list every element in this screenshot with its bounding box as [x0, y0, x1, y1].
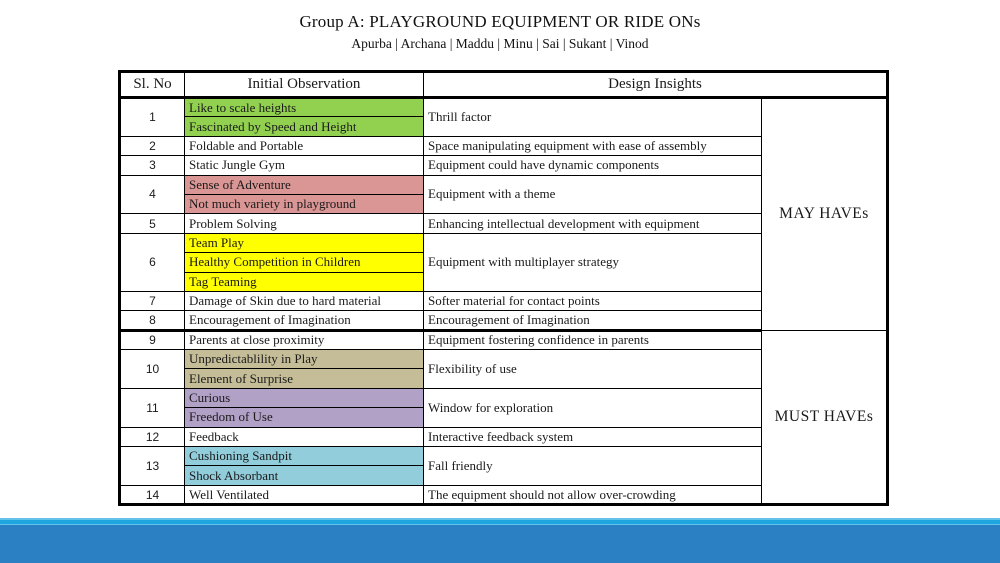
insight-cell: Flexibility of use — [424, 350, 762, 389]
row-number: 7 — [120, 291, 185, 310]
row-number: 8 — [120, 311, 185, 330]
table-body — [120, 98, 888, 505]
observation-cell: Problem Solving — [185, 214, 424, 233]
row-number: 11 — [120, 388, 185, 427]
footer-bar — [0, 525, 1000, 563]
table-row — [120, 98, 888, 117]
observation-cell: Parents at close proximity — [185, 330, 424, 349]
row-number: 9 — [120, 330, 185, 349]
insight-cell: Space manipulating equipment with ease of assembly — [424, 136, 762, 155]
row-number: 1 — [120, 98, 185, 137]
table-header-slno: Sl. No — [120, 72, 185, 98]
observation-cell: Unpredictablility in Play — [185, 350, 424, 369]
insight-cell: Equipment with multiplayer strategy — [424, 233, 762, 291]
observation-cell: Foldable and Portable — [185, 136, 424, 155]
footer-accent-stripe — [0, 518, 1000, 525]
slide-title: Group A: PLAYGROUND EQUIPMENT OR RIDE ONs — [299, 12, 701, 31]
observation-cell: Sense of Adventure — [185, 175, 424, 194]
table-header-observation: Initial Observation — [185, 72, 424, 98]
observation-cell: Curious — [185, 388, 424, 407]
observation-cell: Damage of Skin due to hard material — [185, 291, 424, 310]
table-header-row — [120, 72, 888, 98]
insight-cell: Fall friendly — [424, 447, 762, 486]
observation-cell: Fascinated by Speed and Height — [185, 117, 424, 136]
observation-cell: Well Ventilated — [185, 485, 424, 504]
row-number: 6 — [120, 233, 185, 291]
row-number: 10 — [120, 350, 185, 389]
insight-cell: The equipment should not allow over-crowding — [424, 485, 762, 504]
row-number: 3 — [120, 156, 185, 175]
category-cell: MUST HAVEs — [762, 330, 888, 505]
observation-cell: Encouragement of Imagination — [185, 311, 424, 330]
row-number: 14 — [120, 485, 185, 504]
observation-cell: Team Play — [185, 233, 424, 252]
slide-subtitle: Apurba | Archana | Maddu | Minu | Sai | Sukant | Vinod — [351, 36, 649, 51]
observation-cell: Freedom of Use — [185, 408, 424, 427]
row-number: 13 — [120, 447, 185, 486]
observations-table — [118, 70, 889, 506]
insight-cell: Equipment could have dynamic components — [424, 156, 762, 175]
row-number: 5 — [120, 214, 185, 233]
insight-cell: Interactive feedback system — [424, 427, 762, 446]
row-number: 12 — [120, 427, 185, 446]
insight-cell: Encouragement of Imagination — [424, 311, 762, 330]
observation-cell: Like to scale heights — [185, 98, 424, 117]
observation-cell: Feedback — [185, 427, 424, 446]
row-number: 2 — [120, 136, 185, 155]
insight-cell: Equipment fostering confidence in parents — [424, 330, 762, 349]
insight-cell: Thrill factor — [424, 98, 762, 137]
insight-cell: Equipment with a theme — [424, 175, 762, 214]
observation-cell: Not much variety in playground — [185, 194, 424, 213]
insight-cell: Softer material for contact points — [424, 291, 762, 310]
observation-cell: Element of Surprise — [185, 369, 424, 388]
observation-cell: Healthy Competition in Children — [185, 253, 424, 272]
table-header-insights: Design Insights — [424, 72, 888, 98]
observation-cell: Cushioning Sandpit — [185, 447, 424, 466]
table-row — [120, 330, 888, 349]
insight-cell: Window for exploration — [424, 388, 762, 427]
row-number: 4 — [120, 175, 185, 214]
observation-cell: Tag Teaming — [185, 272, 424, 291]
observation-cell: Static Jungle Gym — [185, 156, 424, 175]
observation-cell: Shock Absorbant — [185, 466, 424, 485]
category-cell: MAY HAVEs — [762, 98, 888, 331]
observations-table-wrap — [118, 70, 889, 506]
insight-cell: Enhancing intellectual development with equipment — [424, 214, 762, 233]
